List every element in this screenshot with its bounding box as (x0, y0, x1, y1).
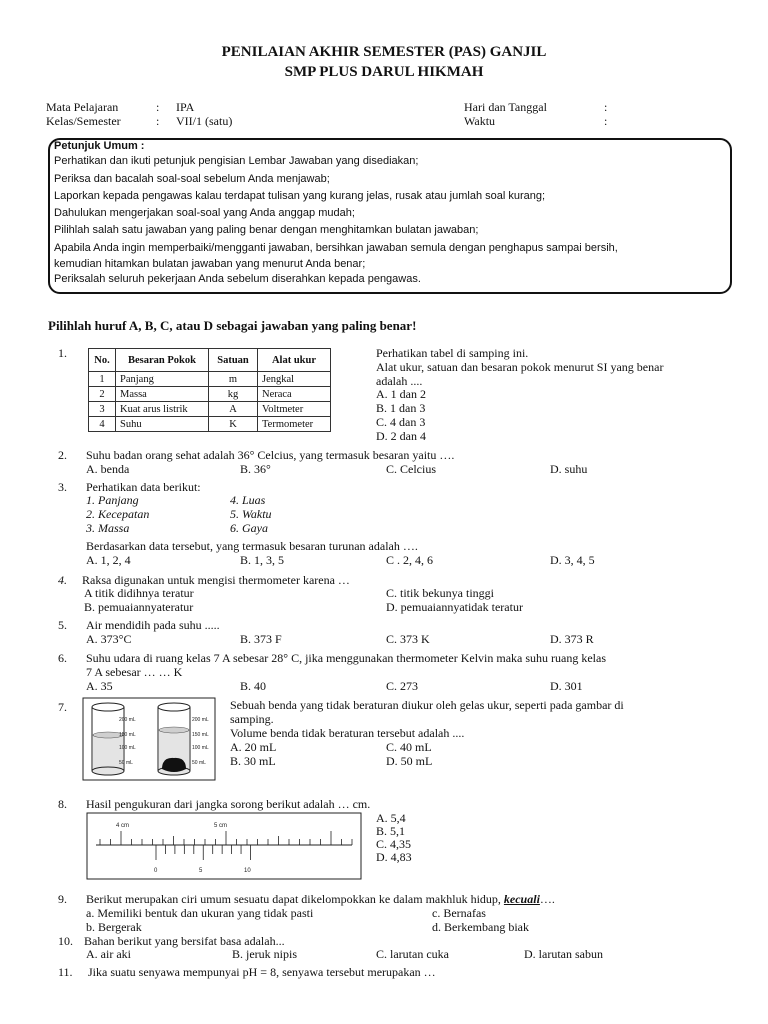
data-item: 2. Kecepatan (86, 507, 150, 521)
colon: : (604, 114, 608, 128)
question-number: 6. (58, 651, 67, 665)
table-row (89, 387, 331, 402)
petunjuk-line: Periksalah seluruh pekerjaan Anda sebelum diserahkan kepada pengawas. (54, 273, 421, 285)
table-row (89, 402, 331, 417)
option-c[interactable]: C. Celcius (386, 462, 436, 476)
question-text: Raksa digunakan untuk mengisi thermometer karena … (82, 573, 350, 587)
question-number: 4. (58, 573, 67, 587)
cyl-label: 200 mL (119, 717, 136, 723)
option-d[interactable]: D. 2 dan 4 (376, 429, 426, 443)
option-d[interactable]: D. 50 mL (386, 754, 433, 768)
data-item: 5. Waktu (230, 507, 272, 521)
instruction: Pilihlah huruf A, B, C, atau D sebagai jawaban yang paling benar! (48, 318, 417, 333)
option-b[interactable]: B. 30 mL (230, 754, 276, 768)
main-scale-label: 5 cm (214, 823, 228, 829)
option-d[interactable]: D. pemuaiannyatidak teratur (386, 600, 523, 614)
label-mapel: Mata Pelajaran (46, 100, 119, 114)
option-b[interactable]: B. 1, 3, 5 (240, 553, 285, 567)
table-cell: Termometer (258, 417, 331, 432)
cyl-label: 50 mL (192, 760, 206, 766)
value-mapel: IPA (176, 100, 195, 114)
question-text: Sebuah benda yang tidak beraturan diukur oleh gelas ukur, seperti pada gambar di (230, 698, 624, 712)
option-d[interactable]: d. Berkembang biak (432, 920, 529, 934)
petunjuk-line: Laporkan kepada pengawas kalau terdapat tulisan yang kurang jelas, rusak atau jumlah soal kurang; (54, 190, 546, 202)
option-a[interactable]: a. Memiliki bentuk dan ukuran yang tidak pasti (86, 906, 314, 920)
value-kelas: VII/1 (satu) (176, 114, 233, 128)
table-cell: Jengkal (258, 372, 331, 387)
question-number: 11. (58, 965, 73, 979)
cyl-label: 150 mL (119, 732, 136, 738)
label-kelas: Kelas/Semester (46, 114, 121, 128)
table-header: No. (89, 349, 116, 372)
petunjuk-line: Pilihlah salah satu jawaban yang paling benar dengan menghitamkan bulatan jawaban; (54, 224, 479, 236)
table-cell: Panjang (116, 372, 209, 387)
school-name: SMP PLUS DARUL HIKMAH (284, 64, 484, 80)
petunjuk-line: Periksa dan bacalah soal-soal sebelum Anda menjawab; (54, 173, 330, 185)
label-hari: Hari dan Tanggal (464, 100, 547, 114)
label-waktu: Waktu (464, 114, 496, 128)
question-text: adalah .... (376, 374, 423, 388)
table-header: Alat ukur (258, 349, 331, 372)
option-c[interactable]: C. 40 mL (386, 740, 432, 754)
main-scale-label: 4 cm (116, 823, 130, 829)
option-b[interactable]: B. 5,1 (376, 824, 406, 838)
option-a[interactable]: A titik didihnya teratur (84, 586, 194, 600)
option-a[interactable]: A. air aki (86, 947, 131, 961)
cyl-label: 150 mL (192, 732, 209, 738)
question-text: Hasil pengukuran dari jangka sorong berikut adalah … cm. (86, 797, 371, 811)
option-a[interactable]: A. 5,4 (376, 811, 406, 825)
question-number: 10. (58, 934, 73, 948)
table-cell: m (209, 372, 258, 387)
colon: : (604, 100, 608, 114)
option-d[interactable]: D. suhu (550, 462, 588, 476)
question-text (86, 892, 555, 907)
page-title: PENILAIAN AKHIR SEMESTER (PAS) GANJIL (221, 44, 547, 60)
option-d[interactable]: D. 4,83 (376, 850, 412, 864)
question-text: Volume benda tidak beraturan tersebut adalah .... (230, 726, 465, 740)
option-c[interactable]: C. 4,35 (376, 837, 412, 851)
petunjuk-line: Perhatikan dan ikuti petunjuk pengisian Lembar Jawaban yang disediakan; (54, 155, 419, 167)
question-text: Suhu badan orang sehat adalah 36° Celcius, yang termasuk besaran yaitu …. (86, 448, 455, 462)
option-b[interactable]: B. 40 (240, 679, 267, 693)
petunjuk-box (48, 138, 732, 294)
table-header-row (89, 349, 331, 372)
option-a[interactable]: A. 1, 2, 4 (86, 553, 131, 567)
option-a[interactable]: A. 373°C (86, 632, 132, 646)
question-text: Perhatikan data berikut: (86, 480, 201, 494)
table-cell: Suhu (116, 417, 209, 432)
question-number: 1. (58, 346, 67, 360)
vernier-caliper-figure (86, 812, 362, 880)
question-text: Berdasarkan data tersebut, yang termasuk besaran turunan adalah …. (86, 539, 418, 553)
question-text: Jika suatu senyawa mempunyai pH = 8, senyawa tersebut merupakan … (88, 965, 436, 979)
table-cell: A (209, 402, 258, 417)
cyl-label: 50 mL (119, 760, 133, 766)
option-d[interactable]: D. 373 R (550, 632, 594, 646)
table-cell: 4 (89, 417, 116, 432)
option-c[interactable]: C . 2, 4, 6 (386, 553, 434, 567)
cyl-label: 200 mL (192, 717, 209, 723)
question-number: 7. (58, 700, 67, 714)
data-item: 3. Massa (86, 521, 130, 535)
option-c[interactable]: c. Bernafas (432, 906, 486, 920)
kecuali-emphasis: kecuali (503, 892, 540, 906)
question-number: 2. (58, 448, 67, 462)
question-text: Alat ukur, satuan dan besaran pokok menurut SI yang benar (376, 360, 664, 374)
petunjuk-line: kemudian hitamkan bulatan jawaban yang menurut Anda benar; (54, 258, 366, 270)
table-header: Besaran Pokok (116, 349, 209, 372)
option-a[interactable]: A. 35 (86, 679, 113, 693)
colon: : (156, 100, 160, 114)
table-cell: Voltmeter (258, 402, 331, 417)
option-c[interactable]: C. 273 (386, 679, 419, 693)
vernier-scale-label: 5 (199, 868, 203, 874)
cyl-label: 100 mL (192, 745, 209, 751)
data-item: 6. Gaya (230, 521, 268, 535)
question-number: 5. (58, 618, 67, 632)
option-c[interactable]: C. 4 dan 3 (376, 415, 426, 429)
option-b[interactable]: B. 36° (240, 462, 271, 476)
vernier-scale-label: 0 (154, 868, 158, 874)
question-text: Air mendidih pada suhu ..... (86, 618, 220, 632)
irregular-object (162, 758, 186, 772)
cyl-label: 100 mL (119, 745, 136, 751)
measuring-cylinders-figure (82, 697, 216, 781)
option-d[interactable]: D. larutan sabun (524, 947, 603, 961)
question-number: 9. (58, 892, 67, 906)
question-number: 3. (58, 480, 67, 494)
petunjuk-line: Dahulukan mengerjakan soal-soal yang Anda anggap mudah; (54, 207, 355, 219)
option-b[interactable]: B. pemuaiannyateratur (84, 600, 194, 614)
question-text: 7 A sebesar … … K (86, 665, 183, 679)
table-header: Satuan (209, 349, 258, 372)
option-d[interactable]: D. 3, 4, 5 (550, 553, 595, 567)
option-b[interactable]: B. 373 F (240, 632, 282, 646)
petunjuk-line: Apabila Anda ingin memperbaiki/mengganti jawaban, bersihkan jawaban semula dengan penghapus sampai bersih, (54, 242, 618, 254)
table-cell: 3 (89, 402, 116, 417)
option-b[interactable]: B. 1 dan 3 (376, 401, 426, 415)
option-c[interactable]: C. larutan cuka (376, 947, 449, 961)
option-b[interactable]: b. Bergerak (86, 920, 142, 934)
question-text: Bahan berikut yang bersifat basa adalah... (84, 934, 285, 948)
data-item: 1. Panjang (86, 493, 139, 507)
table-cell: Massa (116, 387, 209, 402)
option-b[interactable]: B. jeruk nipis (232, 947, 297, 961)
table-cell: kg (209, 387, 258, 402)
table-cell: Kuat arus listrik (116, 402, 209, 417)
option-a[interactable]: A. 1 dan 2 (376, 387, 426, 401)
question-text: samping. (230, 712, 274, 726)
table-cell: 1 (89, 372, 116, 387)
question-text: Perhatikan tabel di samping ini. (376, 346, 529, 360)
table-cell: K (209, 417, 258, 432)
question-number: 8. (58, 797, 67, 811)
question-text-main: Berikut merupakan ciri umum sesuatu dapat dikelompokkan ke dalam makhluk hidup, (86, 892, 504, 906)
table-row (89, 372, 331, 387)
option-c[interactable]: C. titik bekunya tinggi (386, 586, 494, 600)
besaran-table (88, 348, 331, 432)
table-cell: Neraca (258, 387, 331, 402)
option-a[interactable]: A. 20 mL (230, 740, 277, 754)
question-text: Suhu udara di ruang kelas 7 A sebesar 28° C, jika menggunakan thermometer Kelvin maka suhu ruang kelas (86, 651, 607, 665)
colon: : (156, 114, 160, 128)
vernier-scale-label: 10 (244, 868, 251, 874)
table-row (89, 417, 331, 432)
data-item: 4. Luas (230, 493, 266, 507)
option-d[interactable]: D. 301 (550, 679, 583, 693)
question-dots: …. (539, 892, 555, 906)
option-c[interactable]: C. 373 K (386, 632, 430, 646)
petunjuk-heading: Petunjuk Umum : (54, 140, 145, 152)
table-cell: 2 (89, 387, 116, 402)
option-a[interactable]: A. benda (86, 462, 130, 476)
